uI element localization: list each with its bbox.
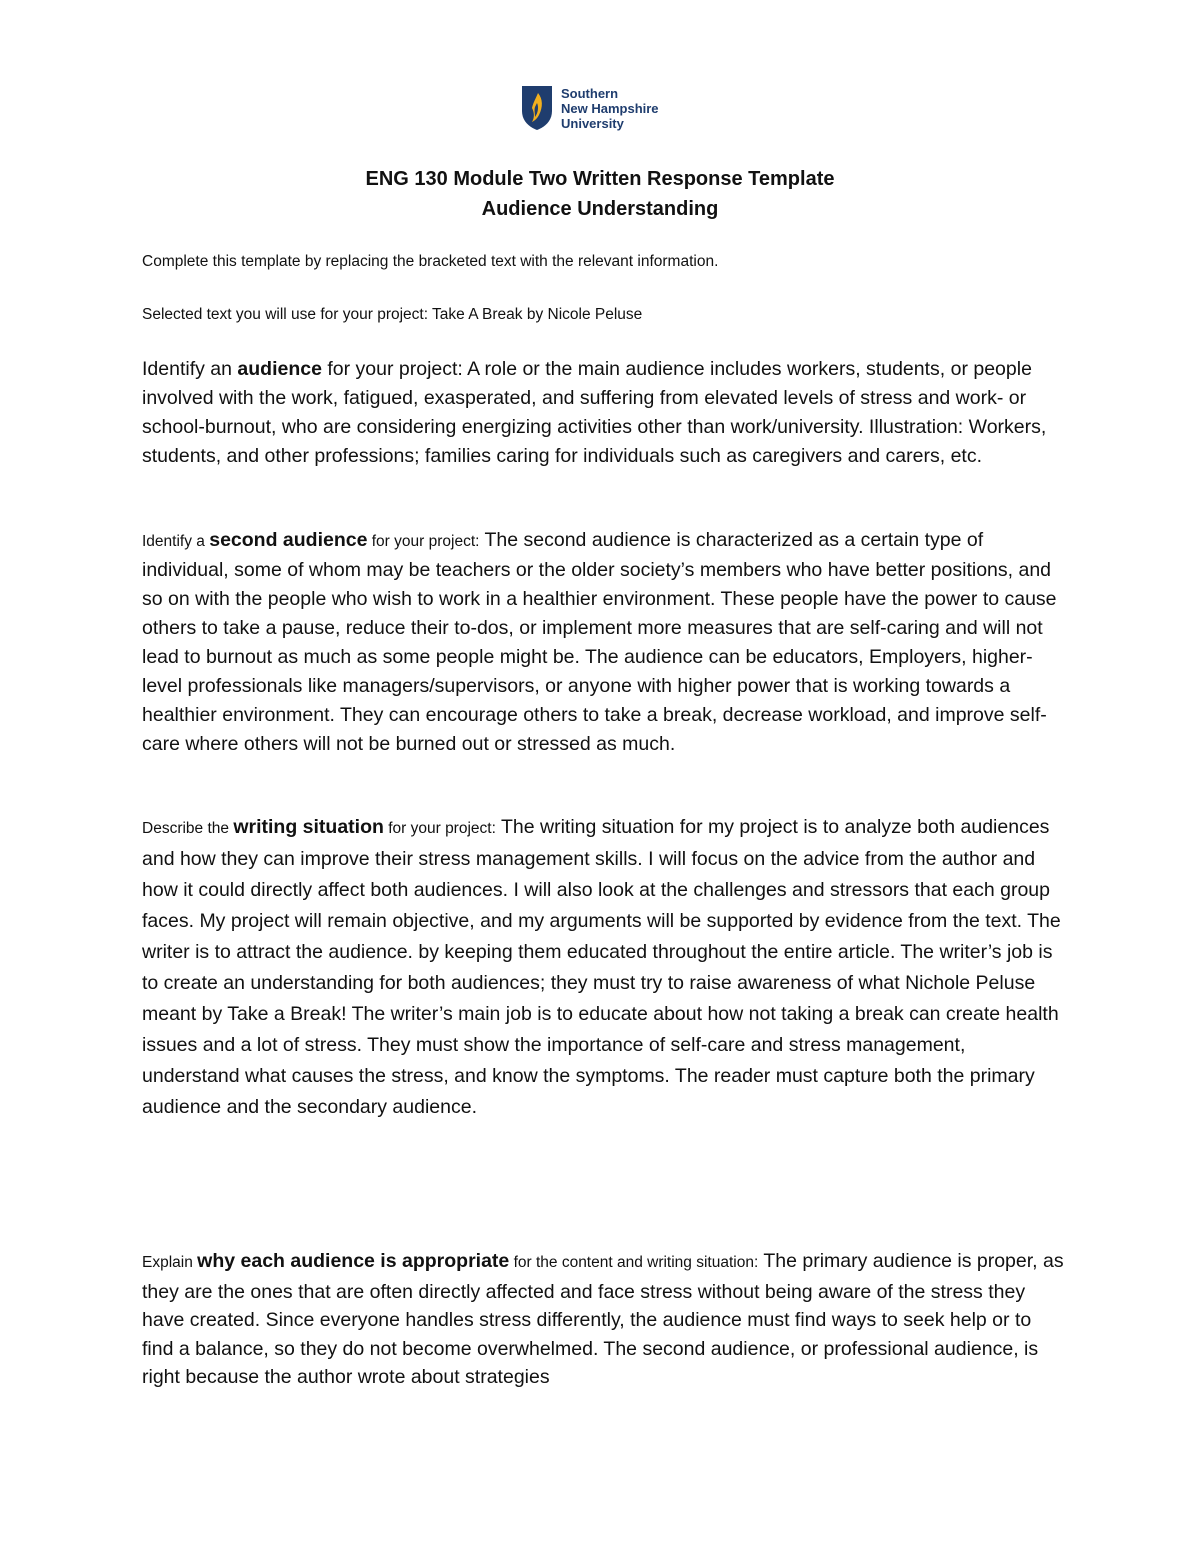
second-audience-section — [142, 526, 1067, 759]
second-audience-response: The second audience is characterized as a certain type of individual, some of whom may be teachers or the older society’s members who have better positions, and so on with the people who wish to work in a healthier environment. These people have the power to cause others to take a pause, reduce their to-dos, or implement more measures that are self-caring and will not lead to burnout as much as some people might be. The audience can be educators, Employers, higher-level professionals like managers/supervisors, or anyone with higher power that is working towards a healthier environment. They can encourage others to take a break, decrease workload, and improve self-care where others will not be burned out or stressed as much. — [142, 529, 1057, 755]
selected-text-line: Selected text you will use for your project: Take A Break by Nicole Peluse — [142, 306, 643, 323]
writing-situation-section — [142, 812, 1067, 1123]
writing-situation-prompt-suffix: for your project: — [383, 820, 496, 837]
audience-section — [142, 355, 1067, 471]
audience-prompt-prefix: Identify an — [142, 358, 238, 380]
audience-response: A role or the main audience includes workers, students, or people involved with the work, fatigued, exasperated, and suffering from elevated levels of stress and work- or school-burnout, who are considering energizing activities other than work/university. Illustration: Workers, students, and other professions; families caring for individuals such as caregivers and carers, etc. — [142, 358, 1047, 467]
audience-prompt-keyword: audience — [237, 358, 322, 380]
why-appropriate-prompt-prefix: Explain — [142, 1254, 198, 1271]
why-appropriate-section — [142, 1247, 1067, 1392]
logo-line-2: New Hampshire — [561, 100, 659, 116]
document-subtitle: Audience Understanding — [481, 198, 719, 220]
logo-line-3: University — [561, 115, 624, 131]
writing-situation-response: The writing situation for my project is to analyze both audiences and how they can improve their stress management skills. I will focus on the advice from the author and how it could directly affect both audiences. I will also look at the challenges and stressors that each group faces. My project will remain objective, and my arguments will be supported by evidence from the text. The writer is to attract the audience. by keeping them educated throughout the entire article. The writer’s job is to create an understanding for both audiences; they must try to raise awareness of what Nichole Peluse meant by Take a Break! The writer’s main job is to educate about how not taking a break can create health issues and a lot of stress. They must show the importance of self-care and stress management, understand what causes the stress, and know the symptoms. The reader must capture both the primary audience and the secondary audience. — [142, 816, 1061, 1118]
audience-prompt-suffix: for your project: — [321, 358, 463, 380]
second-audience-prompt-keyword: second audience — [209, 529, 368, 551]
snhu-logo — [521, 84, 659, 132]
why-appropriate-prompt-suffix: for the content and writing situation: — [509, 1254, 759, 1271]
instructions: Complete this template by replacing the bracketed text with the relevant information. — [142, 253, 719, 270]
second-audience-prompt-suffix: for your project: — [367, 533, 480, 550]
writing-situation-prompt-keyword: writing situation — [233, 816, 384, 838]
why-appropriate-response: The primary audience is proper, as they are the ones that are often directly affected and face stress without being aware of the stress they have created. Since everyone handles stress differently, the audience must find ways to seek help or to find a balance, so they do not become overwhelmed. The second audience, or professional audience, is right because the author wrote about strategies — [142, 1250, 1064, 1388]
second-audience-prompt-prefix: Identify a — [142, 533, 210, 550]
why-appropriate-prompt-keyword: why each audience is appropriate — [197, 1250, 510, 1272]
document-title: ENG 130 Module Two Written Response Template — [365, 168, 835, 190]
shield-flame-icon — [521, 85, 553, 131]
writing-situation-prompt-prefix: Describe the — [142, 820, 234, 837]
logo-line-1: Southern — [561, 85, 619, 101]
logo-wordmark — [561, 86, 659, 131]
